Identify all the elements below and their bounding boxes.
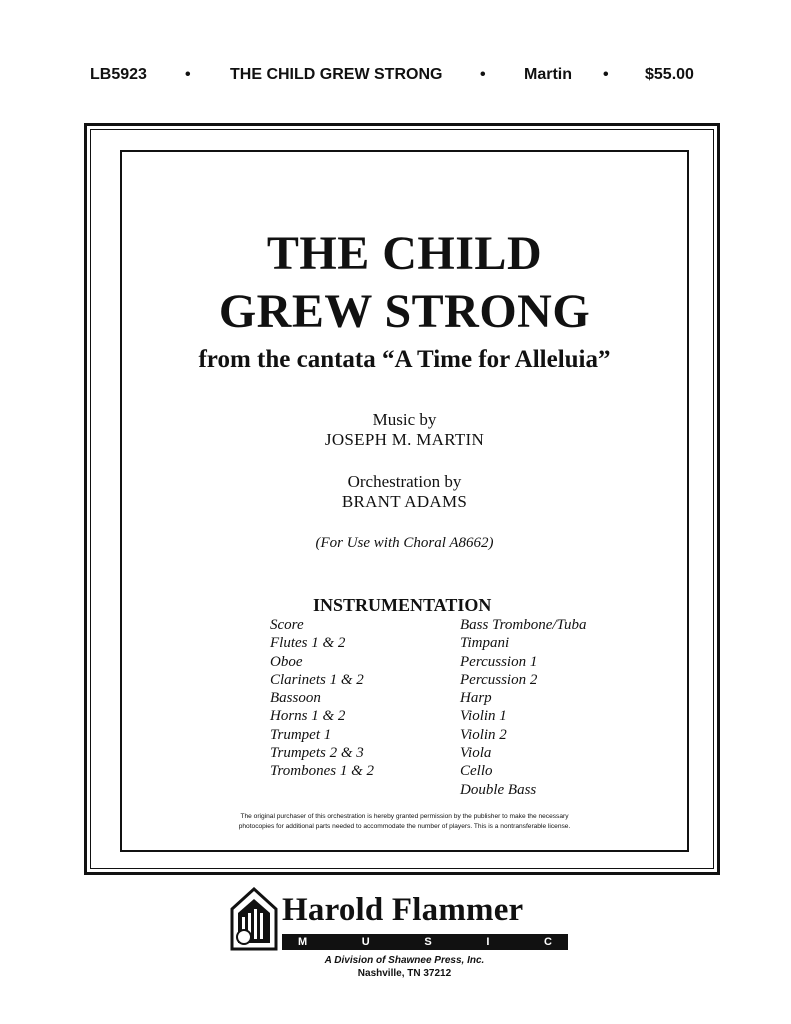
music-letter: C	[544, 936, 552, 948]
publisher-name: Harold Flammer	[282, 892, 524, 928]
instrument-item: Trumpet 1	[270, 726, 332, 743]
instrument-item: Trombones 1 & 2	[270, 763, 375, 780]
catalog-title: THE CHILD GREW STRONG	[230, 66, 443, 83]
separator-bullet: •	[603, 66, 609, 83]
instrument-item: Horns 1 & 2	[270, 708, 346, 725]
cover-title	[120, 225, 689, 341]
instrument-item: Flutes 1 & 2	[270, 635, 346, 652]
catalog-price: $55.00	[645, 66, 694, 83]
instrument-item: Violin 2	[460, 726, 507, 743]
instrument-item: Double Bass	[460, 781, 537, 798]
instrument-item: Score	[270, 617, 304, 633]
music-letter: U	[361, 936, 370, 948]
instrument-item: Percussion 2	[460, 671, 538, 688]
instrument-item: Harp	[460, 690, 492, 707]
music-letter: S	[424, 936, 432, 948]
catalog-code: LB5923	[90, 66, 147, 83]
license-line-2: photocopies for additional parts needed to accommodate the number of players. This is a nontransferable license.	[238, 822, 571, 830]
publisher-music-bar	[282, 934, 568, 950]
instrument-item: Clarinets 1 & 2	[270, 671, 364, 688]
instrument-item: Violin 1	[460, 708, 507, 725]
instrumentation-heading: INSTRUMENTATION	[313, 595, 492, 615]
music-by-label: Music by	[372, 410, 437, 429]
instrument-item: Timpani	[460, 635, 510, 652]
instrument-item: Viola	[460, 745, 492, 762]
instrument-item: Trumpets 2 & 3	[270, 745, 364, 762]
license-notice	[120, 812, 689, 831]
separator-bullet: •	[185, 66, 191, 83]
organ-pipes-icon	[228, 887, 280, 951]
instrument-item: Oboe	[270, 653, 303, 670]
orchestration-by-label: Orchestration by	[347, 472, 462, 491]
catalog-header	[0, 66, 791, 90]
instrument-item: Bassoon	[270, 690, 321, 707]
publisher-address: Nashville, TN 37212	[357, 968, 452, 979]
cover-title-line-2: GREW STRONG	[218, 285, 591, 338]
composer-name: JOSEPH M. MARTIN	[324, 430, 485, 449]
music-letter: I	[486, 936, 490, 948]
cover-title-line-1: THE CHILD	[266, 227, 543, 280]
choral-use-note: (For Use with Choral A8662)	[315, 535, 494, 551]
publisher-division: A Division of Shawnee Press, Inc.	[324, 955, 485, 966]
catalog-composer: Martin	[524, 66, 572, 83]
orchestrator-name: BRANT ADAMS	[341, 492, 468, 511]
instrument-item: Cello	[460, 763, 493, 780]
separator-bullet: •	[480, 66, 486, 83]
instrument-list-left	[270, 616, 374, 781]
instrument-list-right	[460, 616, 587, 799]
instrument-item: Bass Trombone/Tuba	[460, 617, 587, 633]
cover-subtitle: from the cantata “A Time for Alleluia”	[198, 346, 611, 373]
license-line-1: The original purchaser of this orchestration is hereby granted permission by the publisher to make the necessary	[240, 813, 569, 820]
instrument-item: Percussion 1	[460, 653, 538, 670]
music-letter: M	[298, 936, 308, 948]
